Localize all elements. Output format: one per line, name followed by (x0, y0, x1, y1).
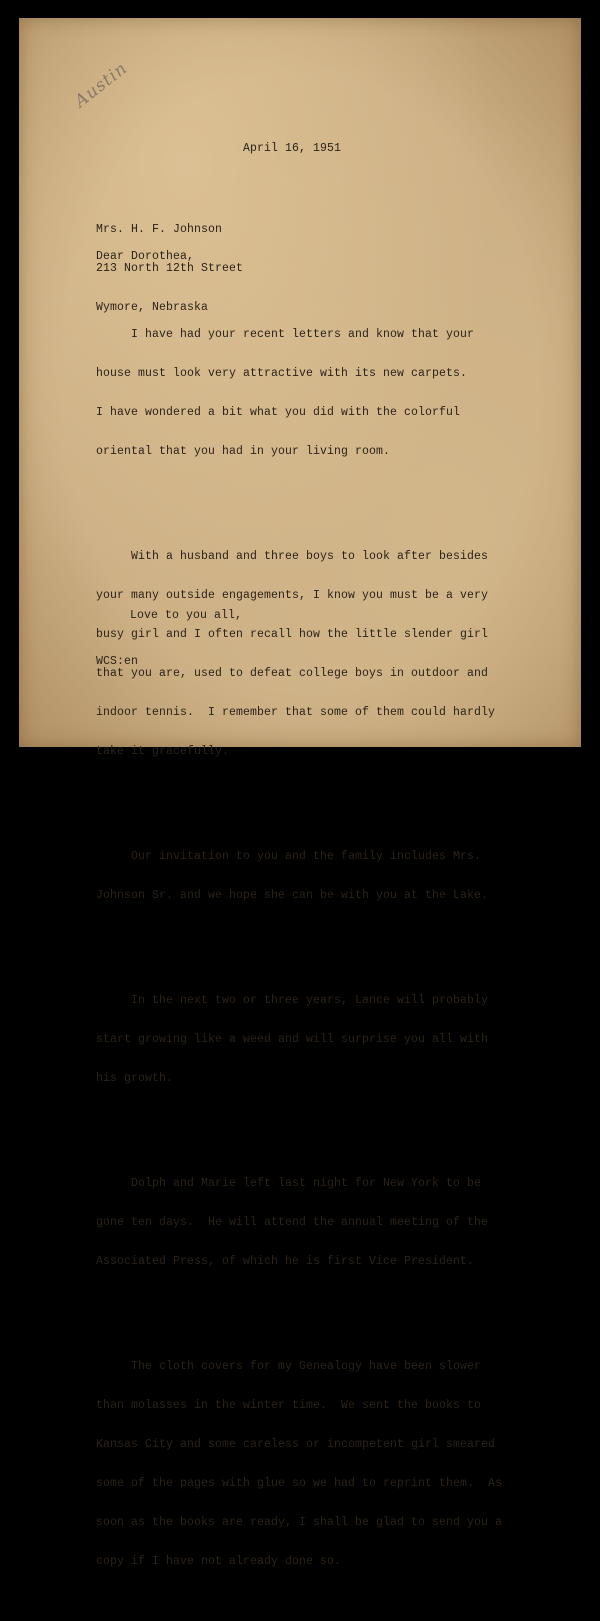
typist-initials: WCS:en (96, 655, 139, 668)
body-line: Johnson Sr. and we hope she can be with you at the Lake. (96, 889, 489, 902)
paragraph-lance (96, 968, 502, 1111)
body-line: Our invitation to you and the family includes Mrs. (96, 850, 482, 863)
paragraph-carpets (96, 302, 502, 484)
body-line: start growing like a weed and will surprise you all with (96, 1033, 489, 1046)
address-line: Mrs. H. F. Johnson (96, 223, 223, 236)
body-line: that you are, used to defeat college boys in outdoor and (96, 667, 489, 680)
paragraph-family (96, 524, 502, 784)
body-line: Dolph and Marie left last night for New York to be (96, 1177, 482, 1190)
body-line: take it gracefully. (96, 745, 230, 758)
address-line: 213 North 12th Street (96, 262, 244, 275)
body-line: his growth. (96, 1072, 174, 1085)
body-line: house must look very attractive with its new carpets. (96, 367, 468, 380)
body-line: copy if I have not already done so. (96, 1555, 342, 1568)
body-line: In the next two or three years, Lance will probably (96, 994, 489, 1007)
body-line: I have wondered a bit what you did with the colorful (96, 406, 461, 419)
body-line: I have had your recent letters and know that your (96, 328, 475, 341)
body-line: Associated Press, of which he is first Vice President. (96, 1255, 475, 1268)
closing-line: Love to you all, (130, 609, 243, 622)
letter-date: April 16, 1951 (243, 142, 342, 155)
body-line: indoor tennis. I remember that some of them could hardly (96, 706, 496, 719)
paragraph-new-york (96, 1151, 502, 1294)
body-line: soon as the books are ready, I shall be glad to send you a (96, 1516, 503, 1529)
body-line: gone ten days. He will attend the annual meeting of the (96, 1216, 489, 1229)
body-line: than molasses in the winter time. We sent the books to (96, 1399, 482, 1412)
address-line: Wymore, Nebraska (96, 301, 209, 314)
body-line: The cloth covers for my Genealogy have been slower (96, 1360, 482, 1373)
body-line: oriental that you had in your living room. (96, 445, 391, 458)
paragraph-genealogy (96, 1334, 502, 1594)
paragraph-invitation (96, 824, 502, 928)
salutation: Dear Dorothea, (96, 250, 195, 263)
body-line: your many outside engagements, I know you must be a very (96, 589, 489, 602)
handwritten-note: Austin (71, 58, 132, 112)
body-line: some of the pages with glue so we had to reprint them. As (96, 1477, 503, 1490)
body-line: busy girl and I often recall how the little slender girl (96, 628, 489, 641)
letter-body (96, 276, 502, 1621)
body-line: With a husband and three boys to look after besides (96, 550, 489, 563)
body-line: Kansas City and some careless or incompetent girl smeared (96, 1438, 496, 1451)
